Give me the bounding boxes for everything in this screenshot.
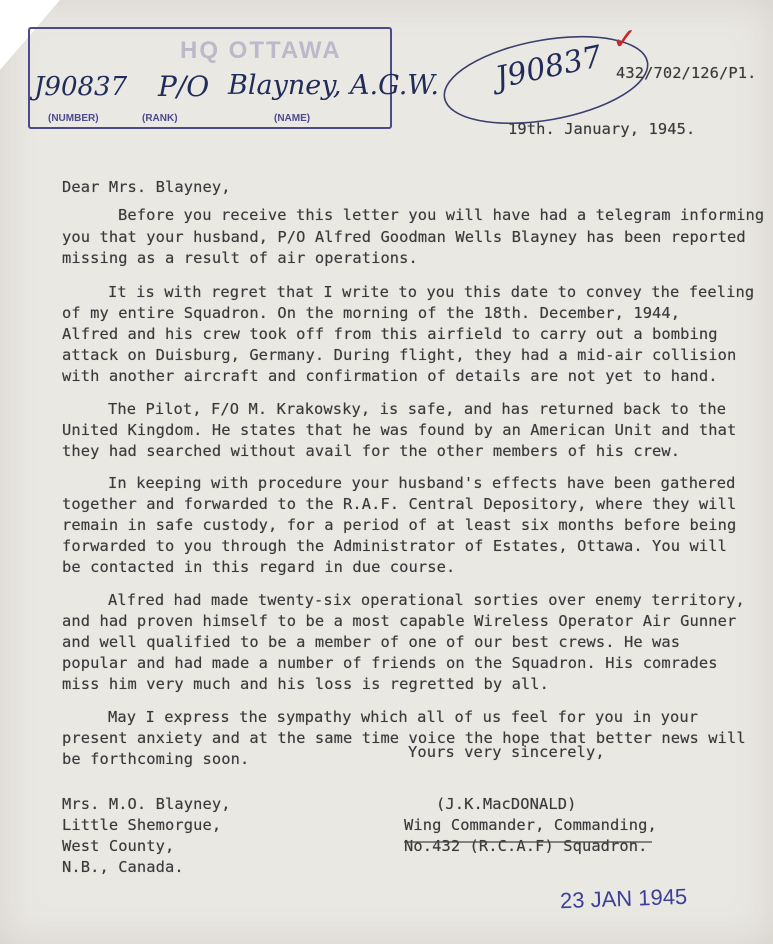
body-line: present anxiety and at the same time voice the hope that better news will (62, 729, 746, 747)
body-line: and had proven himself to be a most capable Wireless Operator Air Gunner (62, 612, 737, 630)
salutation: Dear Mrs. Blayney, (62, 178, 231, 196)
body-line: forwarded to you through the Administrator of Estates, Ottawa. You will (62, 537, 727, 555)
handwritten-rank: P/O (158, 70, 210, 103)
body-line: Before you receive this letter you will have had a telegram informing (118, 206, 765, 224)
handwritten-number-annotation: J90837 (492, 39, 605, 96)
body-line: It is with regret that I write to you this date to convey the feeling (108, 283, 755, 301)
body-line: with another aircraft and confirmation of details are not yet to hand. (62, 367, 718, 385)
body-line: be contacted in this regard in due course. (62, 558, 456, 576)
body-line: attack on Duisburg, Germany. During flight, they had a mid-air collision (62, 346, 737, 364)
red-check-icon: ✓ (612, 22, 638, 57)
letter-date: 19th. January, 1945. (508, 120, 696, 138)
body-line: In keeping with procedure your husband's effects have been gathered (108, 474, 736, 492)
recipient-line: N.B., Canada. (62, 858, 184, 876)
body-line: and well qualified to be a member of one of our best crews. He was (62, 633, 681, 651)
reference-number: 432/702/126/P1. (616, 64, 757, 82)
stamp-label-rank: (RANK) (142, 113, 178, 124)
body-line: May I express the sympathy which all of us feel for you in your (108, 708, 699, 726)
body-line: Alfred and his crew took off from this airfield to carry out a bombing (62, 325, 718, 343)
body-line: you that your husband, P/O Alfred Goodman Wells Blayney has been reported (62, 228, 746, 246)
stamp-title: HQ OTTAWA (180, 37, 342, 64)
body-line: remain in safe custody, for a period of at least six months before being (62, 516, 737, 534)
received-date-stamp: 23 JAN 1945 (559, 883, 688, 914)
body-line: The Pilot, F/O M. Krakowsky, is safe, and has returned back to the (108, 400, 727, 418)
stamp-label-name: (NAME) (274, 113, 311, 124)
signature-line: No.432 (R.C.A.F) Squadron. (404, 837, 648, 855)
stamp-label-number: (NUMBER) (48, 113, 99, 124)
body-line: Alfred had made twenty-six operational sorties over enemy territory, (108, 591, 745, 609)
body-line: United Kingdom. He states that he was found by an American Unit and that (62, 421, 737, 439)
body-line: miss him very much and his loss is regretted by all. (62, 675, 550, 693)
signature-line: (J.K.MacDONALD) (436, 795, 577, 813)
body-line: missing as a result of air operations. (62, 249, 418, 267)
body-line: together and forwarded to the R.A.F. Central Depository, where they will (62, 495, 737, 513)
body-line: popular and had made a number of friends on the Squadron. His comrades (62, 654, 718, 672)
body-line: of my entire Squadron. On the morning of the 18th. December, 1944, (62, 304, 681, 322)
signature-line: Wing Commander, Commanding, (404, 816, 657, 834)
recipient-line: Mrs. M.O. Blayney, (62, 795, 231, 813)
handwritten-service-number: J90837 (34, 72, 128, 102)
recipient-line: West County, (62, 837, 175, 855)
body-line: be forthcoming soon. (62, 750, 250, 768)
recipient-line: Little Shemorgue, (62, 816, 222, 834)
handwritten-name: Blayney, A.G.W. (228, 70, 439, 101)
closing: Yours very sincerely, (408, 743, 605, 761)
body-line: they had searched without avail for the other members of his crew. (62, 442, 681, 460)
signature-underline (404, 839, 654, 845)
